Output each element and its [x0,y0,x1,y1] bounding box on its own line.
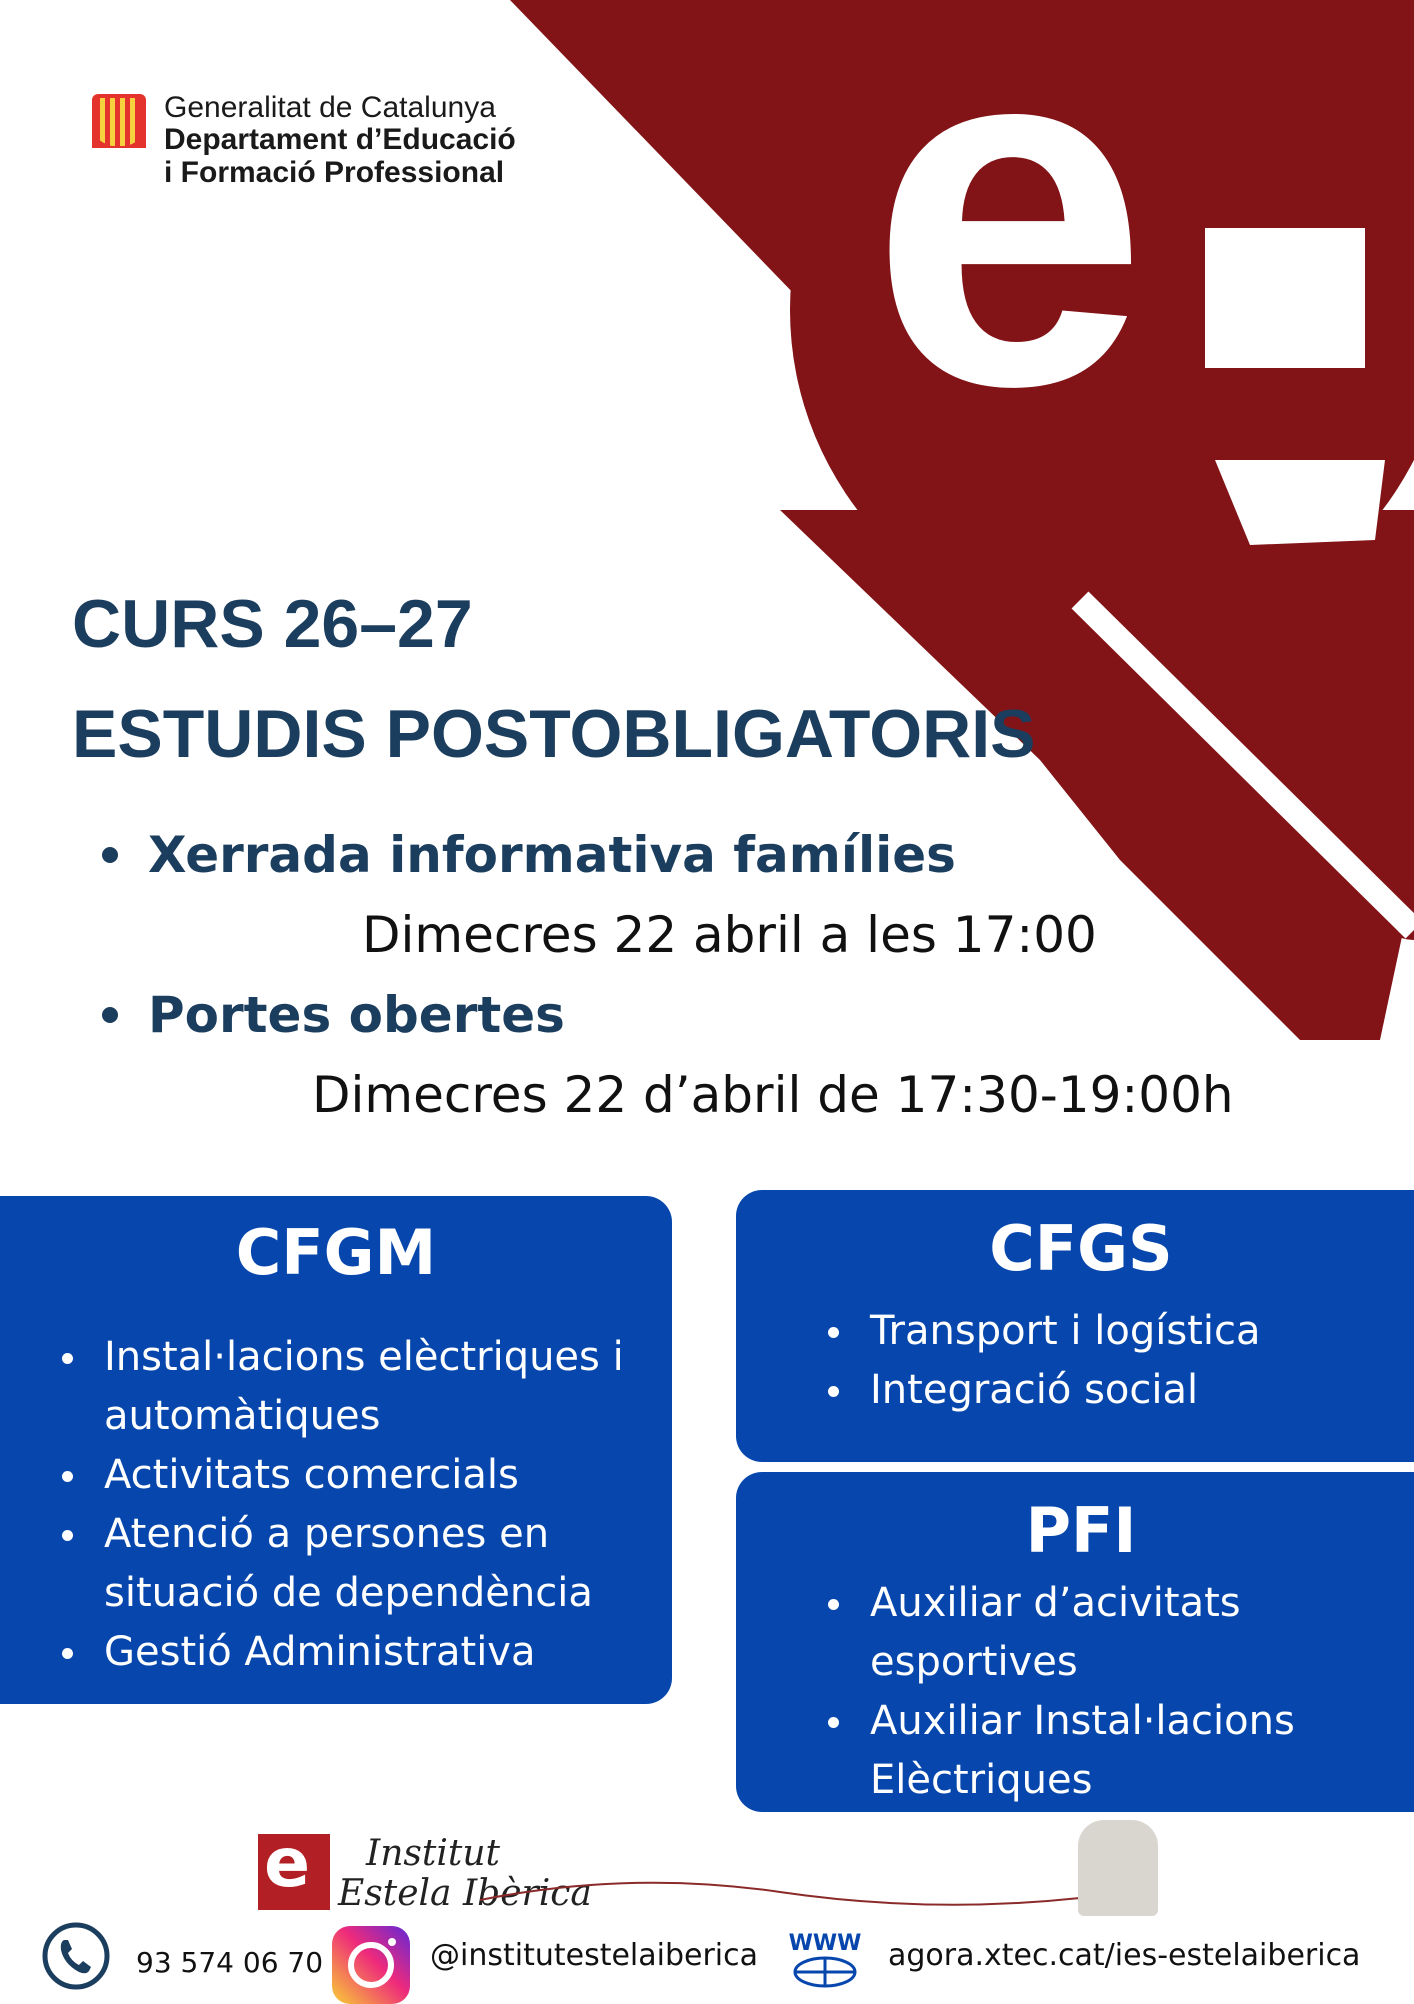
event-talk-label: Xerrada informativa famílies [148,826,956,884]
school-underline [480,1870,1080,1910]
cfgs-title: CFGS [989,1212,1173,1285]
colon-upper-bar [1205,228,1365,368]
catalan-flag-icon [92,94,146,160]
school-logo-letter: e [264,1824,311,1903]
pfi-item: Auxiliar d’acivitats [828,1574,1408,1633]
course-title: CURS 26–27 [72,586,473,662]
cfgs-item: Transport i logística [828,1302,1408,1361]
phone-number[interactable]: 93 574 06 70 [136,1946,324,1979]
org-line-3: i Formació Professional [164,155,505,189]
pfi-item: Auxiliar Instal·lacions [828,1692,1408,1751]
cfgm-item: situació de dependència [104,1570,593,1616]
cfgm-list [62,1328,662,1682]
org-line-1: Generalitat de Catalunya [164,91,496,124]
event-talk-date: Dimecres 22 abril a les 17:00 [362,906,1097,964]
cfgs-card [736,1190,1414,1462]
event-talk-title [102,826,956,884]
phone-icon [40,1920,112,1992]
brand-letter: e [870,0,1139,489]
cfgs-item: Integració social [828,1361,1408,1420]
pfi-list [828,1574,1408,1810]
cfgm-item: automàtiques [104,1393,381,1439]
pfi-item: esportives [870,1639,1078,1685]
pfi-card [736,1472,1414,1812]
stela-stone-icon [1078,1820,1158,1916]
event-open-days-date: Dimecres 22 d’abril de 17:30-19:00h [312,1066,1234,1124]
website-link[interactable]: agora.xtec.cat/ies-estelaiberica [888,1938,1361,1973]
pfi-title: PFI [1025,1494,1137,1567]
cfgm-title: CFGM [235,1216,437,1289]
cfgm-card [0,1196,672,1704]
bullet-icon [102,847,118,863]
event-open-days-title [102,986,565,1044]
cfgm-item: Instal·lacions elèctriques i [62,1328,662,1387]
school-logo-mark [258,1824,330,1910]
www-label: WWW [788,1931,862,1956]
instagram-icon [332,1926,410,2004]
cfgm-item: Activitats comercials [62,1446,662,1505]
school-name-line2: Estela Ibèrica [338,1873,592,1914]
bullet-icon [102,1007,118,1023]
cfgm-item: Gestió Administrativa [62,1623,662,1682]
studies-title: ESTUDIS POSTOBLIGATORIS [72,696,1036,772]
www-icon [784,1928,866,1988]
org-line-2: Departament d’Educació [164,123,516,157]
generalitat-logo [92,92,516,189]
event-open-days-label: Portes obertes [148,986,565,1044]
cfgs-list [828,1302,1408,1420]
school-name-line1: Institut [366,1833,500,1874]
cfgm-item: Atenció a persones en [62,1505,662,1564]
instagram-handle[interactable]: @institutestelaiberica [430,1938,759,1973]
pfi-item: Elèctriques [870,1757,1093,1803]
